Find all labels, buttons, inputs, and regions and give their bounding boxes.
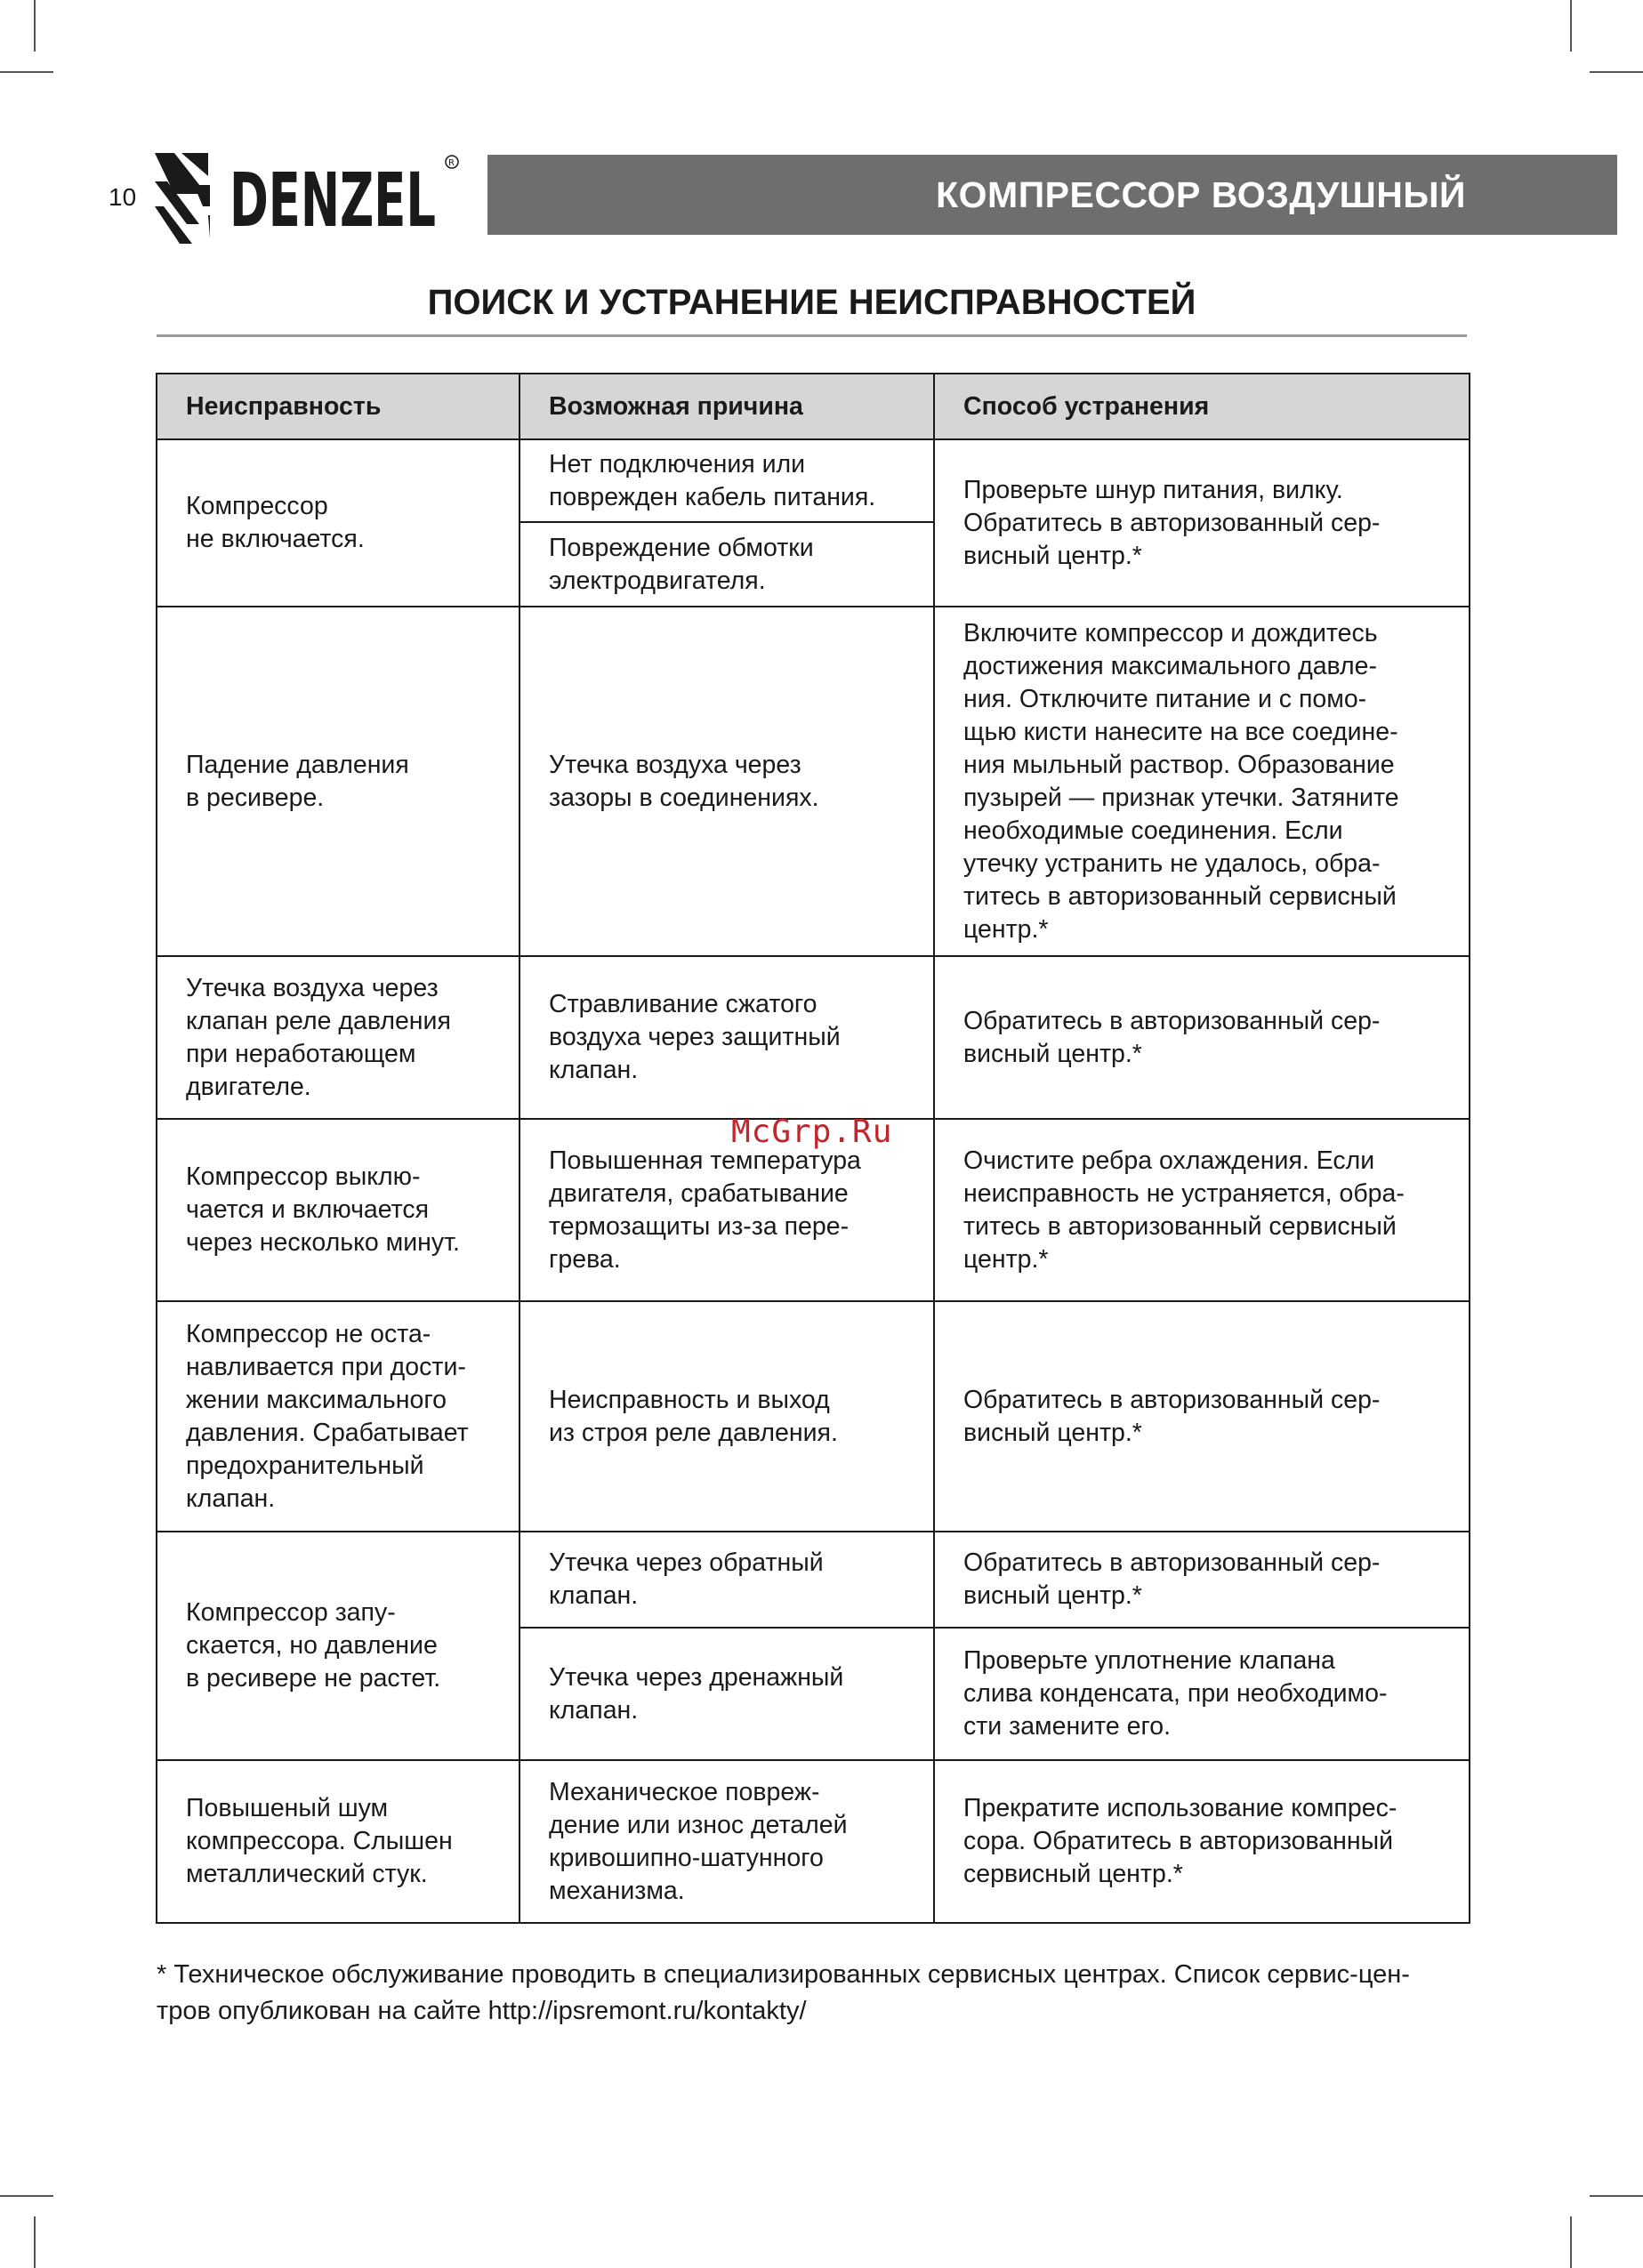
cause-cell: Утечка через дренажный клапан. (519, 1628, 934, 1760)
cause-cell: Неисправность и выход из строя реле давления. (519, 1301, 934, 1532)
crop-mark (34, 0, 36, 52)
fault-cell: Падение давления в ресивере. (157, 607, 519, 956)
product-title-bar (487, 155, 1617, 235)
crop-mark (0, 2195, 53, 2197)
fault-cell: Компрессор не оста- навливается при дости- жении максимального давления. Срабатывает предохранительный клапан. (157, 1301, 519, 1532)
crop-mark (1590, 71, 1643, 73)
fix-cell: Включите компрессор и дождитесь достижения максимального давле- ния. Отключите питание и с помо- щью кисти нанесите на все соедине- ния мыльный раствор. Образование пузырей — признак утечки. Затяните необходимые соединения. Если утечку устранить не удалось, обра- титесь в авторизованный сервисный центр.* (934, 607, 1470, 956)
product-title: КОМПРЕССОР ВОЗДУШНЫЙ (936, 173, 1466, 215)
fix-cell: Прекратите использование компрес- сора. Обратитесь в авторизованный сервисный центр.* (934, 1760, 1470, 1923)
fix-cell: Проверьте уплотнение клапана слива конденсата, при необходимо- сти замените его. (934, 1628, 1470, 1760)
fault-cell: Компрессор запу- скается, но давление в ресивере не растет. (157, 1532, 519, 1760)
cause-cell: Утечка через обратный клапан. (519, 1532, 934, 1628)
fault-cell: Компрессор не включается. (157, 439, 519, 607)
table-row (157, 439, 1470, 522)
fix-cell: Обратитесь в авторизованный сер- висный центр.* (934, 1301, 1470, 1532)
svg-text:R: R (448, 158, 455, 168)
fault-cell: Повышеный шум компрессора. Слышен металлический стук. (157, 1760, 519, 1923)
crop-mark (1590, 2195, 1643, 2197)
column-header-fault: Неисправность (157, 374, 519, 439)
footnote: * Техническое обслуживание проводить в специализированных сервисных центрах. Список сервис-цен- тров опубликован на сайте http://ipsremont.ru/kontakty/ (157, 1960, 1410, 2025)
table-row (157, 607, 1470, 956)
crop-mark (1570, 2216, 1572, 2268)
column-header-cause: Возможная причина (519, 374, 934, 439)
cause-cell: Механическое повреж- дение или износ деталей кривошипно-шатунного механизма. (519, 1760, 934, 1923)
cause-cell: Нет подключения или поврежден кабель питания. (519, 439, 934, 522)
fix-cell: Проверьте шнур питания, вилку. Обратитесь в авторизованный сер- висный центр.* (934, 439, 1470, 607)
cause-cell: Повреждение обмотки электродвигателя. (519, 522, 934, 607)
cause-cell: Повышенная температура двигателя, срабатывание термозащиты из-за пере- грева. (519, 1119, 934, 1301)
watermark: McGrp.Ru (731, 1114, 893, 1150)
table-row (157, 956, 1470, 1119)
fix-cell: Обратитесь в авторизованный сер- висный центр.* (934, 1532, 1470, 1628)
crop-mark (0, 71, 53, 73)
denzel-logo (155, 149, 466, 247)
crop-mark (1570, 0, 1572, 52)
table-row (157, 1760, 1470, 1923)
crop-mark (34, 2216, 36, 2268)
page-number: 10 (109, 183, 137, 211)
table-header-row (157, 374, 1470, 439)
fix-cell: Очистите ребра охлаждения. Если неисправность не устраняется, обра- титесь в авторизованный сервисный центр.* (934, 1119, 1470, 1301)
title-divider (157, 334, 1467, 337)
logo-mark-icon (155, 153, 210, 244)
cause-cell: Утечка воздуха через зазоры в соединениях. (519, 607, 934, 956)
fault-cell: Утечка воздуха через клапан реле давления при неработающем двигателе. (157, 956, 519, 1119)
column-header-fix: Способ устранения (934, 374, 1470, 439)
table-row (157, 1301, 1470, 1532)
table-row (157, 1532, 1470, 1628)
svg-text:DENZEL: DENZEL (230, 157, 436, 244)
section-title: ПОИСК И УСТРАНЕНИЕ НЕИСПРАВНОСТЕЙ (427, 283, 1196, 322)
cause-cell: Стравливание сжатого воздуха через защитный клапан. (519, 956, 934, 1119)
fault-cell: Компрессор выклю- чается и включается через несколько минут. (157, 1119, 519, 1301)
fix-cell: Обратитесь в авторизованный сер- висный центр.* (934, 956, 1470, 1119)
